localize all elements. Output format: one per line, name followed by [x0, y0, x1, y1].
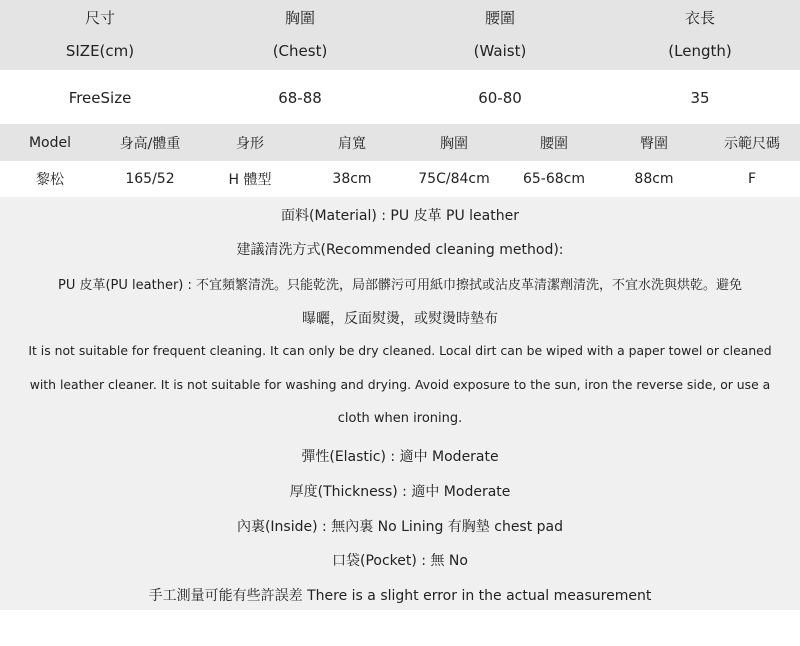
size-header-chest-en: (Chest) — [272, 42, 328, 60]
model-cell-demo-size: F — [747, 171, 757, 187]
model-cell-hip: 88cm — [634, 171, 674, 187]
cleaning-en-line-3: cloth when ironing. — [337, 411, 463, 426]
model-header-shoulder: 肩寬 — [338, 135, 366, 152]
model-cell-chest: 75C/84cm — [418, 171, 490, 187]
size-cell-waist: 60-80 — [478, 89, 522, 107]
model-header-model: Model — [28, 134, 72, 151]
cleaning-en-line-2: with leather cleaner. It is not suitable for washing and drying. Avoid exposure to the sun, iron the reverse side, or use a — [29, 377, 771, 392]
size-header-zh-row — [0, 2, 800, 32]
model-header-body-shape: 身形 — [236, 135, 264, 152]
model-header-row — [0, 124, 800, 161]
elastic-line: 彈性(Elastic) : 適中 Moderate — [301, 449, 499, 465]
size-header-en-row — [0, 36, 800, 66]
model-header-chest: 胸圍 — [440, 135, 468, 152]
size-header-waist-en: (Waist) — [473, 42, 527, 60]
size-header-length: 衣長 — [684, 8, 715, 27]
size-header-length-en: (Length) — [668, 42, 732, 60]
measurement-error-note: 手工測量可能有些許誤差 There is a slight error in the actual measurement — [148, 588, 652, 604]
size-header-chest: 胸圍 — [284, 8, 315, 27]
cleaning-title: 建議清洗方式(Recommended cleaning method): — [236, 242, 564, 258]
cleaning-zh-line-1: PU 皮革(PU leather) : 不宜頻繁清洗。只能乾洗，局部髒污可用紙巾擦拭或沾皮革清潔劑清洗，不宜水洗與烘乾。避免 — [57, 278, 743, 293]
size-cell-chest: 68-88 — [278, 89, 322, 107]
model-cell-waist: 65-68cm — [522, 171, 585, 187]
details-panel — [0, 197, 800, 610]
thickness-line: 厚度(Thickness) : 適中 Moderate — [289, 484, 511, 500]
model-cell-body-shape: H 體型 — [228, 172, 272, 188]
model-cell-name: 黎松 — [36, 172, 64, 188]
material-line: 面料(Material) : PU 皮革 PU leather — [281, 208, 519, 224]
size-header-waist: 腰圍 — [484, 8, 515, 27]
model-cell-shoulder: 38cm — [332, 171, 372, 187]
model-cell-height-weight: 165/52 — [125, 171, 175, 187]
model-header-waist: 腰圍 — [540, 135, 568, 152]
model-row — [0, 161, 800, 197]
model-header-hip: 臀圍 — [640, 135, 668, 152]
size-row — [0, 78, 800, 118]
size-header-size-en: SIZE(cm) — [65, 42, 135, 60]
cleaning-zh-line-2: 曝曬，反面熨燙，或熨燙時墊布 — [302, 311, 498, 327]
cleaning-en-line-1: It is not suitable for frequent cleaning. It can only be dry cleaned. Local dirt can be wiped with a paper towel or cleaned — [28, 343, 772, 358]
pocket-line: 口袋(Pocket) : 無 No — [332, 553, 468, 569]
inside-line: 內裏(Inside) : 無內裏 No Lining 有胸墊 chest pad — [236, 519, 564, 535]
model-header-height-weight: 身高/體重 — [119, 135, 181, 152]
size-cell-length: 35 — [690, 89, 710, 107]
model-header-demo-size: 示範尺碼 — [724, 135, 780, 152]
size-header-size: 尺寸 — [84, 8, 115, 27]
size-cell-size: FreeSize — [68, 89, 132, 107]
size-table — [0, 0, 800, 70]
